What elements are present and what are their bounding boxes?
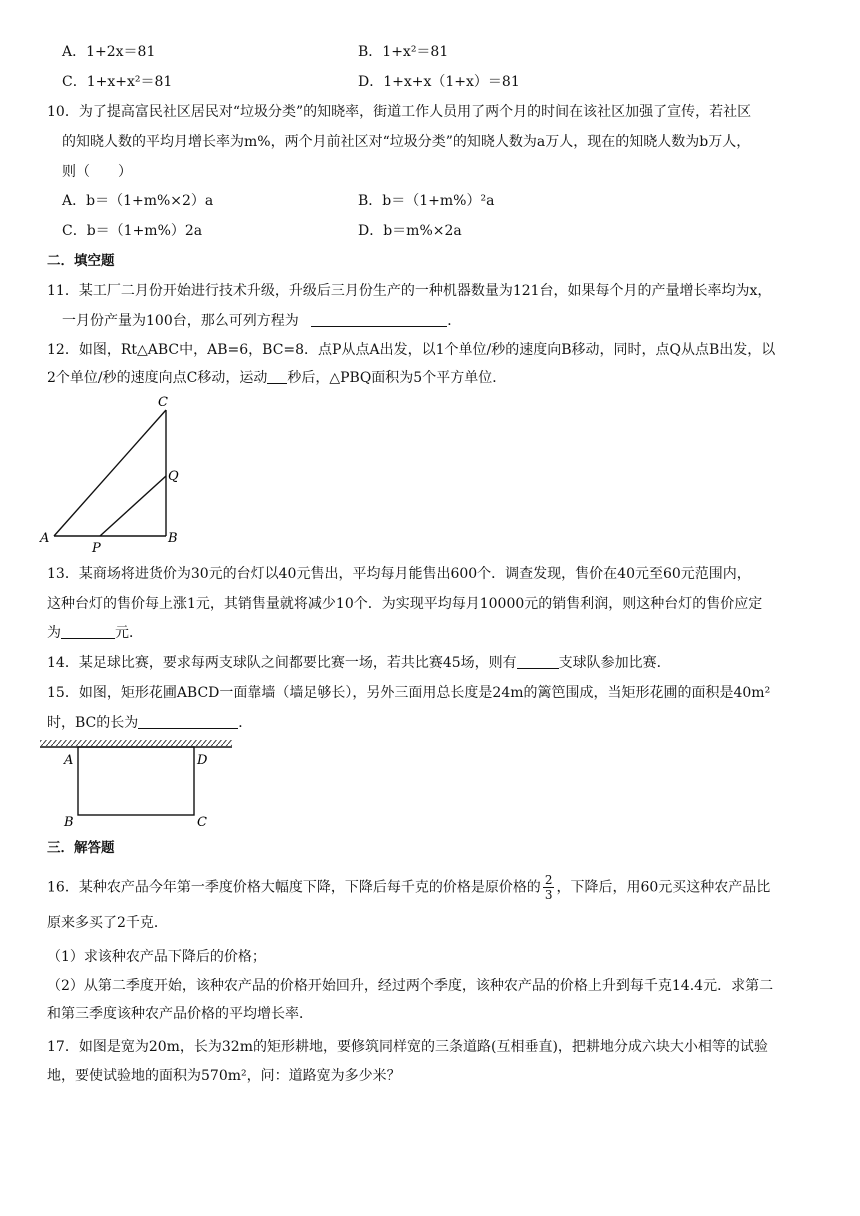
label-c: C xyxy=(158,395,168,410)
label-a: A xyxy=(64,753,74,768)
label-c: C xyxy=(197,815,207,830)
q12-triangle-figure xyxy=(34,394,194,552)
q17-line1: 17．如图是宽为20m，长为32m的矩形耕地，要修筑同样宽的三条道路(互相垂直)，把耕地分成六块大小相等的试验 xyxy=(47,1039,768,1055)
garden-rectangle xyxy=(78,747,194,815)
segment-ac xyxy=(54,410,166,536)
q9-option-a: A．1+2x＝81 xyxy=(62,44,156,60)
q16-line1b: ，下降后，用60元买这种农产品比 xyxy=(556,879,771,896)
q10-option-b: B．b＝（1+m%）²a xyxy=(358,193,495,209)
section-solve: 三．解答题 xyxy=(47,840,115,856)
q17-line2: 地，要使试验地的面积为570m²，问：道路宽为多少米？ xyxy=(47,1068,401,1084)
wall-hatching xyxy=(40,740,232,746)
q15-line2 xyxy=(47,713,252,733)
q15-line2b: ． xyxy=(238,715,253,731)
q14-line xyxy=(47,653,671,673)
q11-end: ． xyxy=(447,313,462,329)
q11-line2 xyxy=(62,311,461,331)
q14-answer-blank[interactable] xyxy=(517,654,559,669)
q10-option-a: A．b＝（1+m%×2）a xyxy=(62,193,214,209)
q13-line1: 13．某商场将进货价为30元的台灯以40元售出，平均每月能售出600个．调查发现，售价在40元至60元范围内， xyxy=(47,566,751,582)
q16-line1a: 16．某种农产品今年第一季度价格大幅度下降，下降后每千克的价格是原价格的 xyxy=(47,879,541,896)
label-p: P xyxy=(92,541,101,552)
fraction-denominator: 3 xyxy=(544,888,553,902)
q13-line3b: 元． xyxy=(115,625,143,641)
q16-fraction xyxy=(543,873,555,902)
q12-answer-blank[interactable] xyxy=(267,369,287,384)
label-b: B xyxy=(168,531,178,546)
q16-part2-line2: 和第三季度该种农产品价格的平均增长率． xyxy=(47,1006,313,1022)
q9-option-b: B．1+x²＝81 xyxy=(358,44,449,60)
q13-line3 xyxy=(47,623,143,643)
q11-line1: 11．某工厂二月份开始进行技术升级，升级后三月份生产的一种机器数量为121台，如果每个月的产量增长率均为x， xyxy=(47,283,772,299)
label-q: Q xyxy=(168,469,179,484)
q10-line3: 则（ ） xyxy=(62,164,132,180)
q15-line2a: 时，BC的长为 xyxy=(47,715,139,731)
q15-answer-blank[interactable] xyxy=(138,714,238,729)
q10-option-c: C．b＝（1+m%）2a xyxy=(62,223,203,239)
segment-pq xyxy=(100,476,166,536)
q14-text-b: 支球队参加比赛． xyxy=(558,655,671,671)
q9-option-d: D．1+x+x（1+x）＝81 xyxy=(358,74,520,90)
q12-line2 xyxy=(47,368,506,388)
q14-text-a: 14．某足球比赛，要求每两支球队之间都要比赛一场，若共比赛45场，则有 xyxy=(47,655,517,671)
q11-line2-text: 一月份产量为100台，那么可列方程为 xyxy=(62,313,299,329)
q12-line2a: 2个单位/秒的速度向点C移动，运动 xyxy=(47,370,268,386)
q13-answer-blank[interactable] xyxy=(61,624,115,639)
q16-part1: （1）求该种农产品下降后的价格； xyxy=(47,949,266,965)
q12-line1: 12．如图，Rt△ABC中，AB=6，BC=8．点P从点A出发，以1个单位/秒的速度向B移动，同时，点Q从点B出发，以 xyxy=(47,342,776,358)
q16-line1 xyxy=(47,873,770,902)
q13-line2: 这种台灯的售价每上涨1元，其销售量就将减少10个．为实现平均每月10000元的销售利润，则这种台灯的售价应定 xyxy=(47,596,763,612)
label-b: B xyxy=(64,815,74,830)
fraction-numerator: 2 xyxy=(544,873,553,887)
q11-answer-blank[interactable] xyxy=(311,312,447,327)
q15-line1: 15．如图，矩形花圃ABCD一面靠墙（墙足够长），另外三面用总长度是24m的篱笆围成，当矩形花圃的面积是40m² xyxy=(47,685,771,701)
q10-line2: 的知晓人数的平均月增长率为m%，两个月前社区对“垃圾分类”的知晓人数为a万人，现在的知晓人数为b万人， xyxy=(62,134,751,150)
q12-line2b: 秒后，△PBQ面积为5个平方单位． xyxy=(287,370,507,386)
section-fill-in: 二．填空题 xyxy=(47,253,115,269)
q13-line3a: 为 xyxy=(47,625,61,641)
q15-rectangle-figure xyxy=(38,738,238,832)
label-a: A xyxy=(40,531,50,546)
q16-part2-line1: （2）从第二季度开始，该种农产品的价格开始回升，经过两个季度，该种农产品的价格上升到每千克14.4元．求第二 xyxy=(47,978,774,994)
q16-line2: 原来多买了2千克． xyxy=(47,915,168,931)
q10-option-d: D．b＝m%×2a xyxy=(358,223,462,239)
q9-option-c: C．1+x+x²＝81 xyxy=(62,74,173,90)
q10-line1: 10．为了提高富民社区居民对“垃圾分类”的知晓率，街道工作人员用了两个月的时间在该社区加强了宣传，若社区 xyxy=(47,104,752,120)
label-d: D xyxy=(197,753,208,768)
